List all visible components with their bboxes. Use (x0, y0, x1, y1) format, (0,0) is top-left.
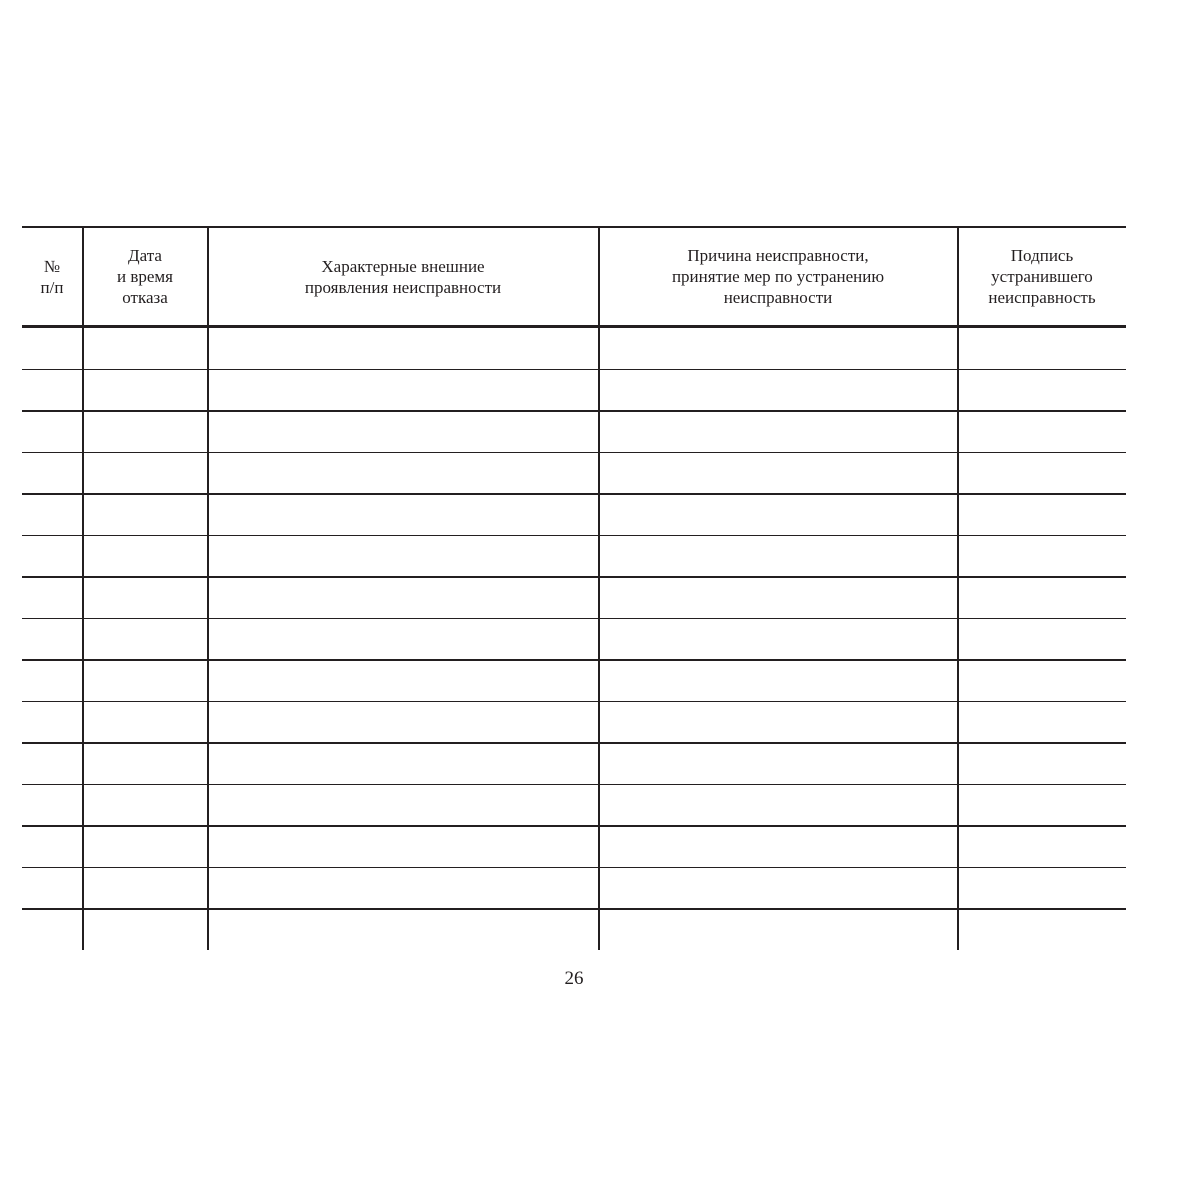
table-row-rule (22, 535, 1126, 537)
table-row-rule (22, 701, 1126, 703)
header-symptoms: Характерные внешние проявления неисправности (304, 256, 502, 297)
header-datetime: Дата и время отказа (117, 246, 173, 307)
table-row-rule (22, 784, 1126, 786)
header-signature: Подпись устранившего неисправность (988, 246, 1096, 307)
table-row-rule (22, 742, 1126, 744)
header-number: № п/п (40, 256, 64, 297)
header-bottom-rule (22, 325, 1126, 328)
table-row-rule (22, 659, 1126, 661)
column-divider (957, 226, 959, 950)
table-row-rule (22, 410, 1126, 412)
table-row-rule (22, 576, 1126, 578)
column-divider (598, 226, 600, 950)
table-row-rule (22, 908, 1126, 910)
column-divider (207, 226, 209, 950)
page-number: 26 (564, 968, 584, 989)
table-row-rule (22, 493, 1126, 495)
table-row-rule (22, 452, 1126, 454)
table-row-rule (22, 867, 1126, 869)
header-cause: Причина неисправности, принятие мер по устранению неисправности (671, 246, 885, 307)
table-row-rule (22, 369, 1126, 371)
table-row-rule (22, 618, 1126, 620)
table-row-rule (22, 825, 1126, 827)
column-divider (82, 226, 84, 950)
malfunction-log-table (22, 226, 1126, 950)
